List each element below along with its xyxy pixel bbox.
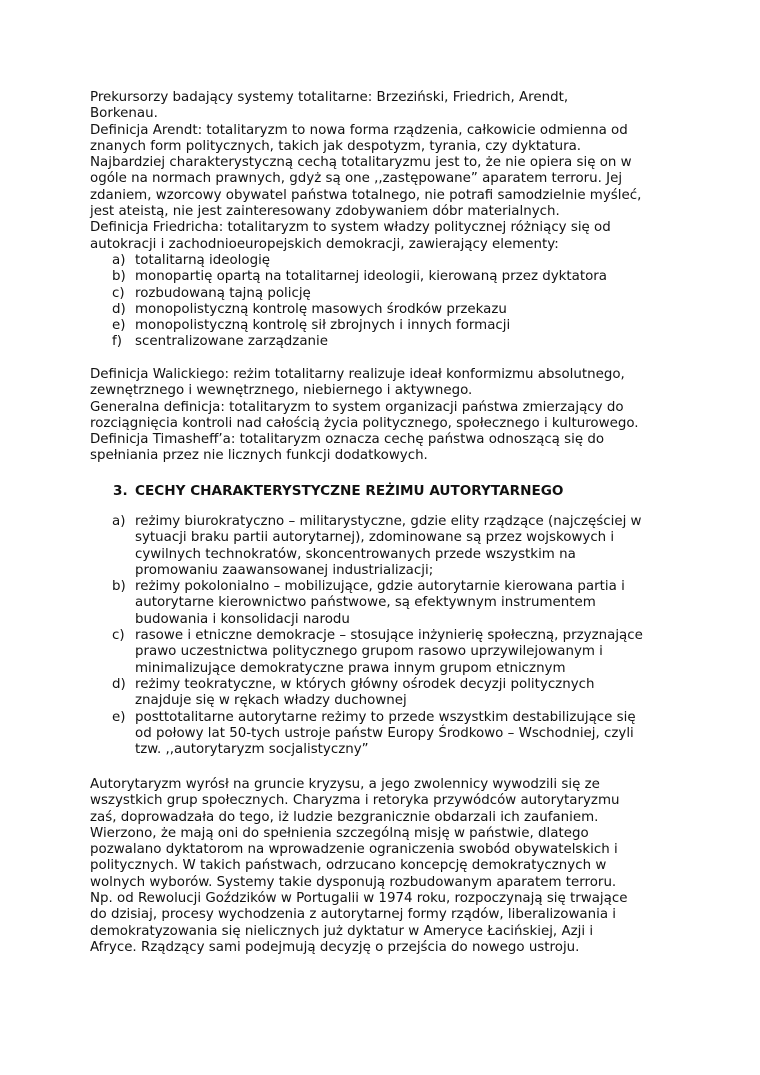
list-label: d): [112, 676, 126, 692]
text-line: pozwalano dyktatorom na wprowadzenie ograniczenia swobód obywatelskich i: [90, 842, 618, 858]
section-number: 3.: [113, 483, 128, 499]
section-title: CECHY CHARAKTERYSTYCZNE REŻIMU AUTORYTARNEGO: [135, 483, 564, 499]
text-line: zdaniem, wzorcowy obywatel państwa totalnego, nie potrafi samodzielnie myśleć,: [90, 187, 642, 203]
section-heading: [113, 483, 563, 499]
list-label: b): [112, 579, 126, 595]
text-line: wszystkich grup społecznych. Charyzma i retoryka przywódców autorytaryzmu: [90, 793, 620, 809]
text-line: jest ateistą, nie jest zainteresowany zdobywaniem dóbr materialnych.: [90, 204, 560, 220]
list-text-line: reżimy biurokratyczno – militarystyczne, gdzie elity rządzące (najczęściej w: [135, 514, 642, 529]
text-line: do dzisiaj, procesy wychodzenia z autorytarnej formy rządów, liberalizowania i: [90, 907, 617, 923]
text-line: Autorytaryzm wyrósł na gruncie kryzysu, a jego zwolennicy wywodzili się ze: [90, 777, 600, 792]
list-label: a): [112, 252, 126, 268]
list-label: e): [112, 709, 126, 725]
list-text-line: autorytarne kierownictwo państwowe, są efektywnym instrumentem: [135, 595, 596, 611]
list-item: [90, 286, 641, 302]
text-line: Borkenau.: [90, 106, 158, 122]
text-line: Najbardziej charakterystyczną cechą totalitaryzmu jest to, że nie opiera się on w: [90, 155, 632, 171]
list-item: [90, 628, 643, 677]
text-line: znanych form politycznych, takich jak despotyzm, tyrania, czy dyktatura.: [90, 138, 582, 154]
list-text: monopolistyczną kontrolę masowych środków przekazu: [135, 301, 507, 317]
text-line: wolnych wyborów. Systemy takie dysponują rozbudowanym aparatem terroru.: [90, 874, 617, 890]
text-line: Wierzono, że mają oni do spełnienia szczególną misję w państwie, dlatego: [90, 825, 589, 841]
list-text-line: sytuacji braku partii autorytarnej), zdominowane są przez wojskowych i: [135, 530, 615, 546]
list-text: monopartię opartą na totalitarnej ideologii, kierowaną przez dyktatora: [135, 269, 608, 285]
list-text: totalitarną ideologię: [135, 252, 271, 268]
list-item: [90, 710, 643, 759]
list-text: rozbudowaną tajną policję: [135, 285, 311, 301]
text-line: zewnętrznego i wewnętrznego, niebiernego i aktywnego.: [90, 383, 473, 399]
list-label: a): [112, 514, 126, 529]
list-text-line: budowania i konsolidacji narodu: [135, 611, 350, 627]
list-text-line: promowaniu zaawansowanej industrializacji;: [135, 562, 434, 578]
list-label: c): [112, 628, 125, 644]
list-item: [90, 677, 643, 710]
list-text: scentralizowane zarządzanie: [135, 334, 328, 350]
list-text-line: znajduje się w rękach władzy duchownej: [135, 693, 407, 709]
list-text-line: reżimy teokratyczne, w których główny ośrodek decyzji politycznych: [135, 676, 595, 692]
list-text-line: posttotalitarne autorytarne reżimy to przede wszystkim destabilizujące się: [135, 709, 636, 725]
list-label: c): [112, 285, 125, 301]
text-line: ogóle na normach prawnych, gdyż są one ,,zastępowane” aparatem terroru. Jej: [90, 171, 623, 187]
text-line: Afryce. Rządzący sami podejmują decyzję o przejścia do nowego ustroju.: [90, 939, 580, 955]
list-item: [90, 579, 643, 628]
list-label: b): [112, 269, 126, 285]
text-line: Definicja Walickiego: reżim totalitarny realizuje ideał konformizmu absolutnego,: [90, 367, 625, 382]
list-label: d): [112, 301, 126, 317]
list-item: [90, 302, 641, 318]
list-text-line: rasowe i etniczne demokracje – stosujące inżynierię społeczną, przyznające: [135, 628, 643, 644]
list-label: e): [112, 318, 126, 334]
list-text-line: od połowy lat 50-tych ustroje państw Europy Środkowo – Wschodniej, czyli: [135, 725, 634, 741]
list-text-line: reżimy pokolonialno – mobilizujące, gdzie autorytarnie kierowana partia i: [135, 579, 625, 595]
text-line: Np. od Rewolucji Goździków w Portugalii w 1974 roku, rozpoczynają się trwające: [90, 891, 628, 907]
list-item: [90, 269, 641, 285]
text-line: autokracji i zachodnioeuropejskich demokracji, zawierający elementy:: [90, 236, 559, 252]
text-line: Prekursorzy badający systemy totalitarne: Brzeziński, Friedrich, Arendt,: [90, 90, 569, 105]
list-item: [90, 334, 641, 350]
authoritarian-list: [90, 514, 643, 758]
text-line: Definicja Arendt: totalitaryzm to nowa forma rządzenia, całkowicie odmienna od: [90, 122, 628, 138]
definitions-paragraph: [90, 367, 639, 465]
list-text-line: cywilnych technokratów, skoncentrowanych przede wszystkim na: [135, 546, 576, 562]
list-item: [90, 253, 641, 269]
text-line: Definicja Timasheff’a: totalitaryzm oznacza cechę państwa odnoszącą się do: [90, 432, 605, 448]
list-item: [90, 318, 641, 334]
list-text: monopolistyczną kontrolę sił zbrojnych i innych formacji: [135, 318, 511, 334]
closing-paragraph: [90, 777, 627, 956]
text-line: Generalna definicja: totalitaryzm to system organizacji państwa zmierzający do: [90, 399, 624, 415]
text-line: Definicja Friedricha: totalitaryzm to system władzy politycznej różniący się od: [90, 220, 611, 236]
text-line: spełniania przez nie licznych funkcji dodatkowych.: [90, 448, 428, 464]
list-label: f): [112, 334, 122, 350]
list-item: [90, 514, 643, 579]
list-text-line: prawo uczestnictwa politycznego grupom rasowo uprzywilejowanym i: [135, 644, 603, 660]
text-line: politycznych. W takich państwach, odrzucano koncepcję demokratycznych w: [90, 858, 607, 874]
text-line: zaś, doprowadzała do tego, iż ludzie bezgranicznie obdarzali ich zaufaniem.: [90, 809, 599, 825]
text-line: rozciągnięcia kontroli nad całością życia politycznego, społecznego i kulturowego.: [90, 415, 639, 431]
list-text-line: tzw. ,,autorytaryzm socjalistyczny”: [135, 742, 369, 758]
intro-paragraph: [90, 90, 641, 351]
list-text-line: minimalizujące demokratyczne prawa innym grupom etnicznym: [135, 660, 566, 676]
text-line: demokratyzowania się nielicznych już dyktatur w Ameryce Łacińskiej, Azji i: [90, 923, 594, 939]
